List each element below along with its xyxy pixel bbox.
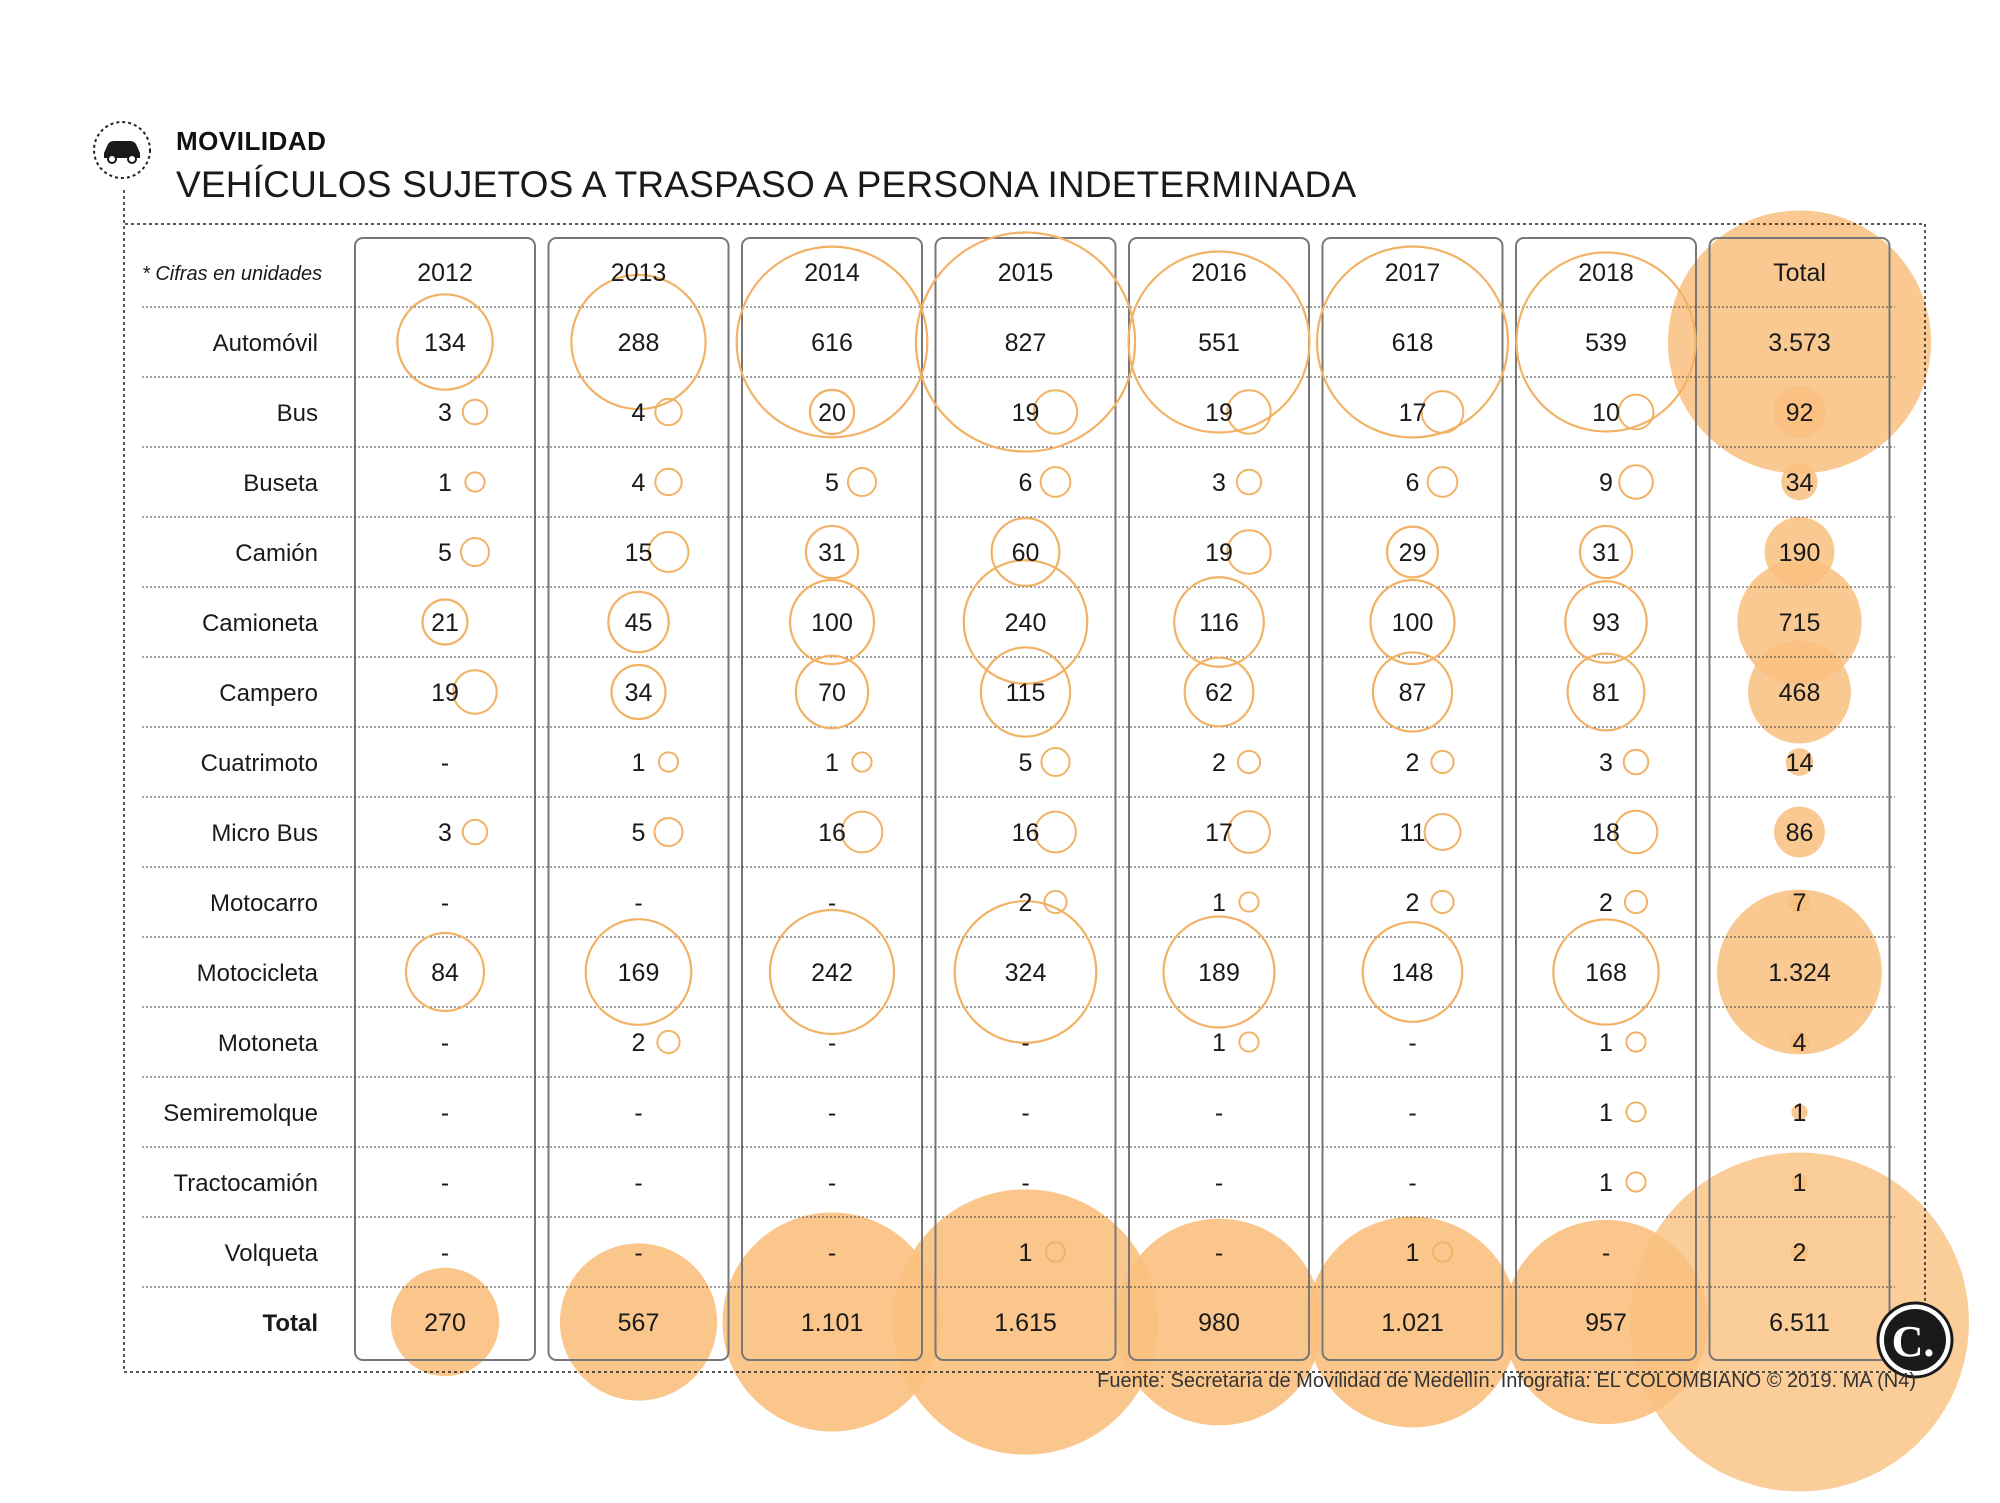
column-header: 2016 [1191,259,1247,287]
cell-value: 169 [617,959,660,987]
cell-value: 19 [1205,399,1233,427]
cell-value: 34 [624,679,653,707]
cell-value: 84 [431,959,459,987]
row-label: Camioneta [201,610,318,637]
cell-value: 115 [1005,679,1046,707]
cell-value: 20 [818,399,846,427]
cell-value: 539 [1585,329,1627,357]
value-bubble [1626,1032,1645,1051]
cell-value: 3 [1599,749,1613,777]
cell-value: - [1214,1239,1224,1267]
page-title: VEHÍCULOS SUJETOS A TRASPASO A PERSONA INDETERMINADA [176,164,1357,205]
cell-value: 242 [811,959,853,987]
cell-value: - [440,1239,450,1267]
cell-value: 4 [1792,1029,1807,1057]
cell-value: 19 [431,679,459,707]
value-bubble [465,472,484,491]
cell-value: 14 [1785,749,1814,777]
cell-value: 70 [818,679,846,707]
cell-value: 4 [631,399,646,427]
value-bubble [1237,470,1261,494]
column-header: 2014 [804,259,860,287]
cell-value: 116 [1199,609,1239,637]
cell-value: 1.615 [994,1309,1057,1337]
cell-value: 87 [1398,679,1427,707]
cell-value: - [1408,1169,1417,1197]
value-bubble [1619,465,1653,499]
bubble-outline-layer [397,232,1695,1261]
cell-value: - [827,889,837,917]
units-note: * Cifras en unidades [142,263,323,285]
value-bubble [1428,467,1458,497]
cell-value: 3.573 [1768,329,1831,357]
cell-value: 21 [431,609,459,637]
value-bubble [1615,811,1658,854]
value-bubble [463,820,487,844]
cell-value: 1 [1018,1239,1033,1267]
cell-value: 189 [1198,959,1240,987]
cell-value: 3 [438,819,452,847]
cell-value: 45 [624,609,653,637]
cell-value: 4 [631,469,646,497]
cell-value: 6 [1018,469,1033,497]
cell-value: 29 [1398,539,1427,567]
cell-value: - [827,1029,837,1057]
cell-value: 60 [1011,539,1040,567]
cell-value: 324 [1004,959,1047,987]
cell-value: 100 [1391,609,1434,637]
value-bubble [1431,751,1453,773]
cell-value: - [634,1169,643,1197]
cell-value: 1.101 [800,1309,864,1337]
row-label: Bus [276,400,318,427]
cell-value: - [634,1239,643,1267]
value-bubble [852,752,871,771]
row-label: Volqueta [224,1240,318,1267]
cell-value: 5 [631,819,646,847]
cell-value: - [827,1169,837,1197]
cell-value: 6 [1405,469,1420,497]
cell-value: 3 [438,399,452,427]
value-bubble [1425,814,1461,850]
cell-value: 34 [1785,469,1814,497]
cell-value: 1 [1405,1239,1420,1267]
cell-value: 1.324 [1768,959,1831,987]
cell-value: 31 [818,539,846,567]
cell-value: 1 [631,749,646,777]
row-label: Micro Bus [211,820,318,847]
cell-value: 827 [1004,329,1047,357]
cell-value: 1 [1212,889,1226,917]
cell-value: 288 [617,329,660,357]
cell-value: - [827,1099,837,1127]
cell-value: 1 [1792,1169,1807,1197]
cell-value: 190 [1778,539,1821,567]
value-bubble [655,469,681,495]
cell-value: - [1408,1029,1417,1057]
cell-value: 1 [1599,1169,1613,1197]
cell-value: 551 [1198,329,1240,357]
value-bubble [1041,748,1069,776]
column-header: Total [1773,259,1826,287]
cell-value: 1 [1599,1029,1613,1057]
value-bubble [1035,812,1076,853]
value-bubble [1041,467,1071,497]
cell-value: 100 [811,609,853,637]
value-bubble [1626,1172,1645,1191]
cell-value: 616 [811,329,853,357]
row-label: Buseta [243,470,318,497]
row-label: Total [262,1310,318,1337]
cell-value: - [1214,1169,1224,1197]
row-label: Motoneta [217,1030,318,1057]
cell-value: 1 [438,469,452,497]
cell-value: 31 [1592,539,1620,567]
cell-value: 92 [1785,399,1814,427]
cell-value: 148 [1391,959,1434,987]
cell-value: - [634,1099,643,1127]
row-label: Cuatrimoto [200,750,318,777]
cell-value: 2 [1405,749,1420,777]
cell-value: 19 [1011,399,1040,427]
row-label: Motocicleta [196,960,318,987]
value-bubble [1034,390,1077,433]
cell-value: 1.021 [1381,1309,1444,1337]
source-credit: Fuente: Secretaría de Movilidad de Medellín. Infografía: EL COLOMBIANO © 2019. MA (N4) [1097,1370,1916,1392]
row-label: Camión [235,540,318,567]
value-bubble [1619,395,1654,430]
value-bubble [649,532,689,572]
column-header: 2018 [1578,259,1634,287]
cell-value: 6.511 [1769,1309,1830,1337]
cell-value: - [634,889,643,917]
column-header: 2017 [1384,259,1441,287]
cell-value: - [1214,1099,1224,1127]
cell-value: 3 [1212,469,1226,497]
value-bubble [463,400,487,424]
cell-value: 16 [818,819,846,847]
cell-value: 2 [631,1029,646,1057]
cell-value: 86 [1785,819,1814,847]
column-header: 2012 [417,259,473,287]
cell-value: 5 [1018,749,1033,777]
cell-value: 134 [424,329,466,357]
cell-value: 17 [1398,399,1427,427]
value-bubble [1624,750,1648,774]
row-label: Motocarro [209,890,318,917]
value-bubble [657,1031,679,1053]
value-bubble [453,670,496,713]
cell-value: 11 [1399,819,1426,847]
cell-value: 5 [825,469,839,497]
value-bubble [1422,391,1464,433]
el-colombiano-logo [1878,1303,1952,1377]
cell-value: - [1021,1099,1030,1127]
cell-value: - [827,1239,837,1267]
cell-value: 19 [1205,539,1233,567]
value-bubble [1228,811,1270,853]
cell-value: 270 [424,1309,466,1337]
bubble-layer [391,210,1969,1491]
cell-value: 2 [1599,889,1613,917]
cell-value: - [440,749,450,777]
cell-value: - [1601,1239,1611,1267]
column-header: 2013 [610,259,667,287]
cell-value: 957 [1585,1309,1627,1337]
value-bubble [1238,751,1260,773]
cell-value: 1 [1599,1099,1613,1127]
cell-value: 240 [1004,609,1047,637]
section-label: MOVILIDAD [176,126,327,156]
row-label: Semiremolque [163,1100,318,1127]
svg-text:C.: C. [1891,1317,1935,1366]
cell-value: 1 [825,749,839,777]
row-label: Campero [219,680,318,707]
cell-value: 715 [1778,609,1821,637]
cell-value: 17 [1205,819,1233,847]
cell-value: 468 [1778,679,1821,707]
row-label: Tractocamión [173,1170,318,1197]
cell-value: 618 [1391,329,1434,357]
cell-value: 2 [1792,1239,1807,1267]
value-bubble [654,818,682,846]
value-bubble [1227,530,1270,573]
value-bubble [461,538,489,566]
cell-value: 2 [1212,749,1226,777]
cell-value: 567 [617,1309,660,1337]
cell-value: 93 [1592,609,1620,637]
table-text-layer [142,259,1831,1337]
cell-value: 18 [1592,819,1620,847]
cell-value: - [1021,1029,1030,1057]
value-bubble [848,468,876,496]
value-bubble [1044,891,1066,913]
cell-value: 168 [1585,959,1627,987]
row-label: Automóvil [212,330,318,357]
cell-value: 2 [1405,889,1420,917]
column-header: 2015 [997,259,1054,287]
cell-value: - [440,1099,450,1127]
cell-value: 81 [1592,679,1620,707]
cell-value: - [440,1169,450,1197]
cell-value: 10 [1592,399,1620,427]
cell-value: - [1408,1099,1417,1127]
cell-value: 62 [1205,679,1233,707]
value-bubble [842,812,883,853]
cell-value: 5 [438,539,452,567]
cell-value: - [440,1029,450,1057]
value-bubble [1626,1102,1645,1121]
cell-value: - [440,889,450,917]
cell-value: 16 [1011,819,1040,847]
value-bubble [1431,891,1453,913]
value-bubble [1625,891,1647,913]
value-bubble [1239,892,1258,911]
cell-value: 1 [1212,1029,1226,1057]
cell-value: 1 [1792,1099,1807,1127]
value-bubble [659,752,678,771]
cell-value: 9 [1599,469,1613,497]
cell-value: 980 [1198,1309,1240,1337]
value-bubble [1239,1032,1258,1051]
cell-value: 15 [624,539,653,567]
cell-value: - [1021,1169,1030,1197]
cell-value: 2 [1018,889,1033,917]
cell-value: 7 [1792,889,1807,917]
